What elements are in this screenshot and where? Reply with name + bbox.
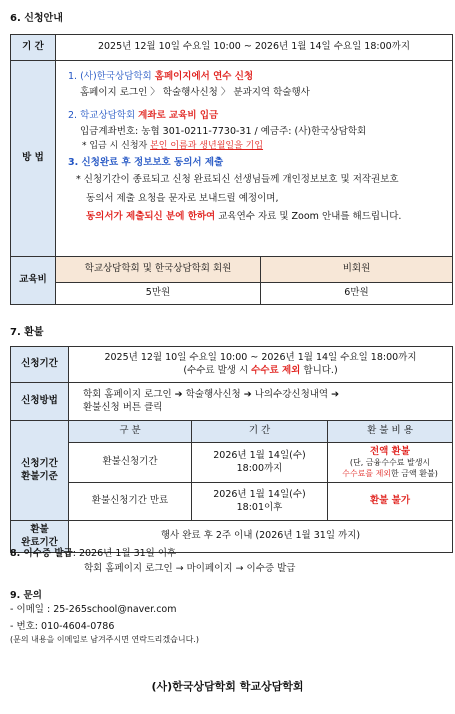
row2-cost: 환불 불가 [328, 483, 453, 521]
method-label: 방 법 [11, 61, 56, 257]
step1-emph: 홈페이지에서 연수 신청 [154, 71, 254, 82]
step3-detail-emph: 동의서가 제출되신 분에 한하여 [86, 211, 216, 223]
refund-criteria-label-1: 신청기간 [21, 458, 58, 470]
row2-category: 환불신청기간 만료 [69, 483, 192, 521]
fee-label: 교육비 [11, 257, 56, 305]
row2-period-2: 18:01이후 [236, 501, 283, 513]
refund-criteria-label [11, 421, 69, 521]
row1-cost [328, 443, 453, 483]
refund-period-line1: 2025년 12월 10일 수요일 10:00 ~ 2026년 1월 14일 수요일 18:00까지 [104, 352, 417, 364]
row2-period [192, 483, 328, 521]
account-info: 입금계좌번호: 농협 301-0211-7730-31 / 예금주: (사)한국상담학회 [80, 126, 367, 138]
refund-period-label: 신청기간 [11, 347, 69, 383]
col-period-header: 기 간 [192, 421, 328, 443]
period-value: 2025년 12월 10일 수요일 10:00 ~ 2026년 1월 14일 수요일 18:00까지 [56, 35, 453, 61]
refund-period-line2-prefix: (수수료 발생 시 [183, 364, 252, 376]
row1-period-2: 18:00까지 [236, 462, 283, 474]
row1-note-2-rest: 한 금액 환불) [391, 468, 438, 478]
step3-detail-3 [86, 211, 446, 223]
step1-prefix: 1. (사)한국상담학회 [68, 71, 155, 82]
refund-period-line2-emph: 수수료 제외 [251, 364, 301, 376]
refund-period-value [69, 347, 453, 383]
row1-note-2 [328, 469, 452, 479]
refund-period-line2-suffix: 합니다.) [300, 364, 338, 376]
refund-done-label-1: 환불 [30, 524, 49, 536]
certificate-line [10, 548, 295, 560]
refund-table [10, 346, 453, 553]
step2-emph: 계좌로 교육비 입금 [138, 109, 219, 121]
organization-footer: (사)한국상담학회 학교상담학회 [151, 680, 304, 693]
contact-note: (문의 내용을 이메일로 남겨주시면 연락드리겠습니다.) [10, 635, 199, 645]
period-label: 기 간 [11, 35, 56, 61]
step2-line [68, 110, 446, 122]
row1-period-1: 2026년 1월 14일(수) [213, 450, 306, 462]
refund-method-line1: 학회 홈페이지 로그인 ➔ 학술행사신청 ➔ 나의수강신청내역 ➔ [83, 389, 340, 401]
col-category-header: 구 분 [69, 421, 192, 443]
refund-done-label-2: 완료기간 [21, 536, 58, 548]
refund-done-value: 행사 완료 후 2주 이내 (2026년 1월 31일 까지) [69, 521, 453, 553]
refund-method-line2: 환불신청 버튼 클릭 [83, 401, 163, 413]
step1-line [68, 71, 446, 83]
fee-nonmember-value: 6만원 [261, 283, 453, 305]
step2-prefix: 2. 학교상담학회 [68, 109, 139, 121]
method-content [56, 61, 453, 257]
refund-criteria-label-2: 환불기준 [21, 470, 58, 482]
step3-detail-1: * 신청기간이 종료되고 신청 완료되신 선생님들께 개인정보보호 및 저작권보호 [76, 174, 399, 186]
step3-line: 3. 신청완료 후 정보보호 동의서 제출 [68, 157, 224, 169]
row1-cost-value: 전액 환불 [369, 445, 410, 457]
row1-period [192, 443, 328, 483]
section-8 [10, 548, 295, 576]
deposit-note [82, 141, 446, 153]
refund-method-value [69, 383, 453, 421]
fee-nonmember-header: 비회원 [261, 257, 453, 283]
step3-detail-2: 동의서 제출 요청을 문자로 보내드릴 예정이며, [86, 192, 279, 204]
deposit-note-prefix: * 입금 시 신청자 [82, 141, 151, 152]
fee-member-header: 학교상담학회 및 한국상담학회 회원 [56, 257, 261, 283]
col-cost-header: 환 불 비 용 [328, 421, 453, 443]
section-8-title: 8. 이수증 발급 [10, 548, 73, 559]
section-9-title: 9. 문의 [10, 590, 42, 601]
deposit-note-emph: 본인 이름과 생년월일을 기입 [150, 141, 264, 152]
refund-period-line2 [69, 365, 452, 377]
step3-detail-rest: 교육연수 자료 및 Zoom 안내를 해드립니다. [215, 211, 402, 223]
fee-member-value: 5만원 [56, 283, 261, 305]
section-6-title: 6. 신청안내 [10, 13, 63, 24]
application-info-table [10, 34, 453, 305]
certificate-path: 학회 홈페이지 로그인 → 마이페이지 → 이수증 발급 [84, 563, 296, 575]
row1-category: 환불신청기간 [69, 443, 192, 483]
section-9 [10, 590, 199, 645]
contact-email: - 이메일 : 25-265school@naver.com [10, 604, 177, 616]
section-7-title: 7. 환불 [10, 327, 44, 338]
contact-phone: - 번호: 010-4604-0786 [10, 620, 115, 632]
refund-method-label: 신청방법 [11, 383, 69, 421]
row1-note-1: (단, 금융수수료 발생시 [349, 458, 431, 468]
row1-note-2-emph: 수수료를 제외 [342, 468, 392, 478]
step1-path: 홈페이지 로그인 〉 학술행사신청 〉 분과지역 학술행사 [80, 87, 310, 99]
row2-period-1: 2026년 1월 14일(수) [213, 489, 306, 501]
certificate-date: : 2026년 1월 31일 이후 [72, 548, 177, 559]
